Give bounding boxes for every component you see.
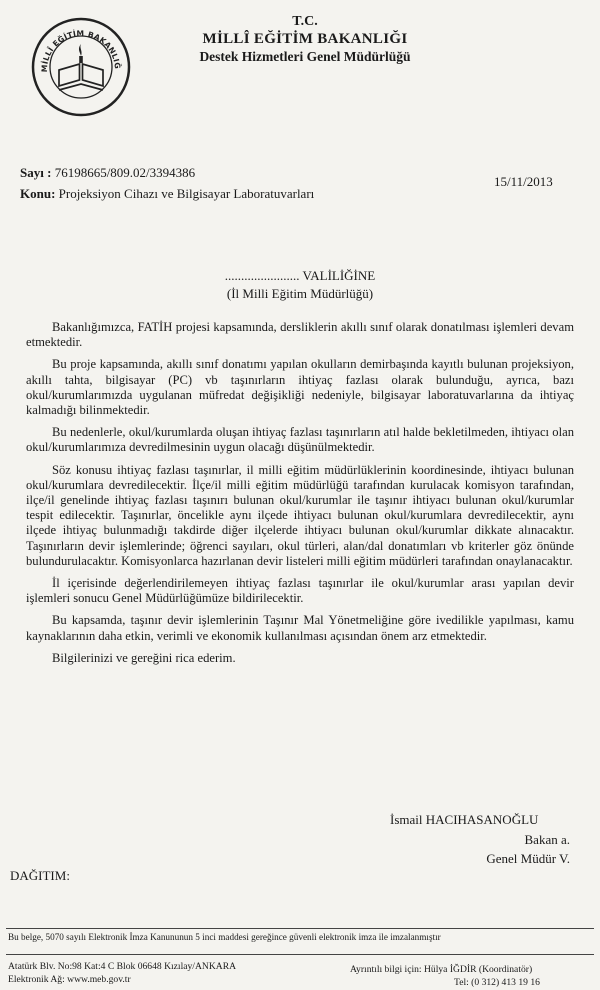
sayi-label: Sayı bbox=[20, 165, 44, 180]
footer-contact: Ayrıntılı bilgi için: Hülya İĞDİR (Koordinatör) bbox=[350, 964, 533, 975]
footer-web: Elektronik Ağ: www.meb.gov.tr bbox=[8, 974, 131, 985]
addressee-subline: (İl Milli Eğitim Müdürlüğü) bbox=[226, 286, 374, 301]
footer-address-block bbox=[8, 960, 236, 986]
distribution-label: DAĞITIM: bbox=[10, 868, 70, 883]
body-paragraph: Bu kapsamda, taşınır devir işlemlerinin Taşınır Mal Yönetmeliğine göre ivedilikle yapılması, kamu kaynaklarının daha etkin, verimli ve ekonomik kullanılması açısından önem arz etmektedir. bbox=[26, 613, 574, 643]
subject-line: Konu: Projeksiyon Cihazı ve Bilgisayar Laboratuvarları bbox=[20, 186, 315, 201]
signatory-position: Genel Müdür V. bbox=[486, 851, 570, 866]
department-name: Destek Hizmetleri Genel Müdürlüğü bbox=[199, 49, 411, 64]
body-paragraph: Bakanlığımızca, FATİH projesi kapsamında, dersliklerin akıllı sınıf olarak donatılması işlemleri devam etmektedir. bbox=[26, 320, 574, 350]
ministry-seal-icon bbox=[30, 16, 132, 118]
sayi-value: 76198665/809.02/3394386 bbox=[54, 165, 196, 180]
footer-divider bbox=[6, 954, 594, 955]
letter-body bbox=[26, 320, 574, 673]
footer-divider bbox=[6, 928, 594, 929]
letterhead bbox=[150, 14, 460, 66]
body-paragraph: Bu nedenlerle, okul/kurumlarda oluşan ihtiyaç fazlası taşınırların atıl halde bekletilmeden, ihtiyacı olan okul/kurumlarımıza devredilmesinin uygun olacağı düşünülmektedir. bbox=[26, 425, 574, 455]
svg-text:MİLLÎ EĞİTİM BAKANLIĞI: MİLLÎ EĞİTİM BAKANLIĞ bbox=[39, 28, 123, 73]
reference-number: Sayı : 76198665/809.02/3394386 bbox=[20, 165, 196, 180]
body-paragraph: Bu proje kapsamında, akıllı sınıf donatımı yapılan okulların demirbaşında kayıtlı bulunan projeksiyon, akıllı tahta, bilgisayar (PC) vb taşınırların ihtiyaç fazlası olarak bulunduğu, ayrıca, bazı okul/kurumlarımızda uygulanan müfredat değişikliği nedeniyle, bilgisayar laboratuvarlarına da ihtiyaç kalmadığı bilinmektedir. bbox=[26, 357, 574, 418]
signatory-name: İsmail HACIHASANOĞLU bbox=[390, 812, 539, 827]
footer-phone: Tel: (0 312) 413 19 16 bbox=[454, 977, 540, 988]
signature-block bbox=[390, 810, 570, 869]
republic-label: T.C. bbox=[292, 14, 318, 29]
body-paragraph: Söz konusu ihtiyaç fazlası taşınırlar, il milli eğitim müdürlüklerinin koordinesinde, ihtiyacı bulunan okul/kurumlara devredilecektir. İlçe/il milli eğitim müdürlüğü tarafından kurulacak komisyon tarafından, ilçe/il genelinde ihtiyaç fazlası taşınırı bulunan okul/kurumlar ile taşınır ihtiyacı bulunan okul/kurumlar tespit edilecektir. Taşınırlar, öncelikle aynı ilçede ihtiyacı bulunan okul/kurumlara devredilecektir, aynı ilçede ihtiyaç bulunmadığı takdirde diğer ilçelerde ihtiyacı bulunan okul/kurumlar dikkate alınacaktır. Taşınırların devir işlemlerinde; öğrenci sayıları, okul türleri, alan/dal donatımları vb kriterler göz önünde bulundurulacaktır. Komisyonlarca hazırlanan devir listeleri milli eğitim müdürleri tarafından onaylanacaktır. bbox=[26, 462, 574, 568]
closing-paragraph: Bilgilerinizi ve gereğini rica ederim. bbox=[52, 650, 236, 665]
footer-address: Atatürk Blv. No:98 Kat:4 C Blok 06648 Kızılay/ANKARA bbox=[8, 961, 237, 972]
signatory-title: Bakan a. bbox=[524, 831, 570, 847]
e-signature-note: Bu belge, 5070 sayılı Elektronik İmza Kanununun 5 inci maddesi gereğince güvenli elektronik imza ile imzalanmıştır bbox=[8, 932, 441, 942]
konu-value: Projeksiyon Cihazı ve Bilgisayar Laboratuvarları bbox=[58, 186, 315, 201]
ministry-name: MİLLÎ EĞİTİM BAKANLIĞI bbox=[202, 31, 408, 47]
body-paragraph: İl içerisinde değerlendirilemeyen ihtiyaç fazlası taşınırlar ile okul/kurumlar arası yapılan devir işlemleri sonucu Genel Müdürlüğümüze bildirilecektir. bbox=[26, 576, 574, 606]
konu-label: Konu bbox=[20, 186, 52, 201]
footer-contact-block bbox=[350, 963, 540, 989]
addressee-line: ....................... VALİLİĞİNE bbox=[224, 268, 376, 283]
letter-date: 15/11/2013 bbox=[494, 174, 553, 189]
